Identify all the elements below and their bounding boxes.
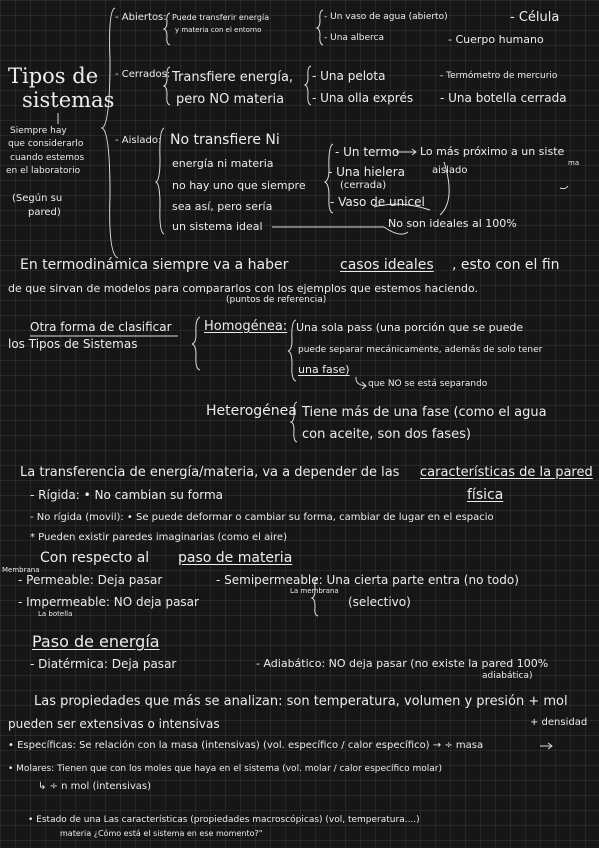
small-note-1: La membrana [290,587,339,595]
materia-title-b: paso de materia [178,550,293,566]
ideal-line-1b: casos ideales [340,257,434,273]
pared-rigida: - Rígida: • No cambian su forma [30,488,223,502]
aislado-ex-3: - Vaso de unicel [330,195,425,209]
aislado-desc-5: un sistema ideal [172,220,263,233]
homogenea-label: Homogénea: [204,319,288,334]
abiertos-label: - Abiertos: [115,12,167,23]
aislado-note: No son ideales al 100% [388,217,517,230]
adiabatico: - Adiabático: NO deja pasar (no existe la pared 100% [256,657,549,670]
ideal-line-2: de que sirvan de modelos para compararlos con los ejemplos que estemos haciendo. [8,282,479,295]
semipermeable: - Semipermeable: Una cierta parte entra (no todo) [216,573,519,587]
adiabatico-2: adiabática) [482,671,533,681]
homogenea-desc-3: una fase) [298,363,350,376]
abiertos-ex-3: - Célula [510,10,560,25]
cerrados-ex-1: - Una pelota [312,69,386,83]
cerrados-desc-1: Transfiere energía, [172,70,294,85]
aislado-desc-3: no hay uno que siempre [172,179,306,192]
cerrados-ex-3: - Termómetro de mercurio [440,71,558,81]
aislado-label: - Aislado: [115,135,162,146]
otra-line-2: los Tipos de Sistemas [8,337,138,351]
homogenea-desc-1: Una sola pass (una porción que se puede [296,321,524,334]
heterogenea-desc-2: con aceite, son dos fases) [302,427,471,442]
materia-title-a: Con respecto al [40,550,150,566]
left-note-2: que considerarlo [8,139,84,149]
aislado-ex-1: - Un termo [335,145,400,159]
ideal-line-3: (puntos de referencia) [226,295,327,305]
propiedades-line-2: pueden ser extensivas o intensivas [8,717,220,731]
cerrados-ex-2: - Una olla exprés [312,91,414,105]
abiertos-desc-1: Puede transferir energía [172,13,270,22]
aislado-ex-1c: ma [568,159,580,167]
aislado-ex-2c: (cerrada) [340,180,387,191]
left-note-6: pared) [28,207,61,218]
molares-2: ↳ ÷ n mol (intensivas) [38,781,152,792]
estado-line-2: materia ¿Cómo está el sistema en ese momento?" [60,829,263,838]
propiedades-line-1: Las propiedades que más se analizan: son temperatura, volumen y presión + mol [34,694,568,709]
pared-imaginarias: * Pueden existir paredes imaginarias (como el aire) [30,532,287,543]
abiertos-ex-1: - Un vaso de agua (abierto) [324,12,448,22]
permeable: - Permeable: Deja pasar [18,573,163,587]
pared-fisica: física [467,487,504,503]
left-note-3: cuando estemos [10,153,85,163]
estado-line-1: • Estado de una Las características (propiedades macroscópicas) (vol, temperatura....) [28,815,420,825]
title-line-1: Tipos de [8,64,99,88]
cerrados-label: - Cerrados: [115,69,171,80]
homogenea-desc-2: puede separar mecánicamente, además de solo tener [298,345,543,355]
left-note-4: en el laboratorio [6,166,81,176]
diatermica: - Diatérmica: Deja pasar [30,657,177,671]
pared-line-1a: La transferencia de energía/materia, va a depender de las [20,465,400,480]
abiertos-ex-2: - Una alberca [324,33,385,43]
heterogenea-label: Heterogénea [206,403,297,419]
especificas: • Específicas: Se relación con la masa (intensivas) (vol. específico / calor específico) → ÷ masa [8,740,484,751]
pared-no-rigida: - No rígida (movil): • Se puede deformar o cambiar su forma, cambiar de lugar en el espacio [30,512,494,523]
otra-line-1: Otra forma de clasificar [30,320,172,334]
pared-line-1b: características de la pared [420,465,593,480]
aislado-ex-2: - Una hielera [328,165,406,179]
abiertos-desc-2: y materia con el entorno [175,26,262,34]
cerrados-desc-2: pero NO materia [176,92,285,107]
side-note: Membrana [2,566,40,574]
small-note-2: La botella [38,610,73,618]
molares: • Molares: Tienen que con los moles que haya en el sistema (vol. molar / calor específico molar) [8,764,442,774]
aislado-desc-2: energía ni materia [172,157,274,170]
heterogenea-desc-1: Tiene más de una fase (como el agua [302,405,547,420]
energia-title: Paso de energía [32,632,160,651]
left-note-5: (Según su [12,193,63,204]
left-note-1: Siempre hay [10,126,67,136]
propiedades-densidad: + densidad [530,717,588,728]
impermeable: - Impermeable: NO deja pasar [18,595,199,609]
title-line-2: sistemas [22,88,115,112]
ideal-line-1c: , esto con el fin [452,257,560,273]
aislado-desc-4: sea así, pero sería [172,200,273,213]
aislado-desc-1: No transfiere Ni [170,132,280,148]
abiertos-ex-4: - Cuerpo humano [448,33,544,46]
homogenea-desc-4: que NO se está separando [368,379,488,389]
ideal-line-1a: En termodinámica siempre va a haber [20,257,289,273]
cerrados-ex-4: - Una botella cerrada [440,91,567,105]
aislado-ex-1b: Lo más próximo a un siste [420,145,565,158]
aislado-ex-2b: aislado [432,165,468,176]
selectivo: (selectivo) [348,595,411,609]
